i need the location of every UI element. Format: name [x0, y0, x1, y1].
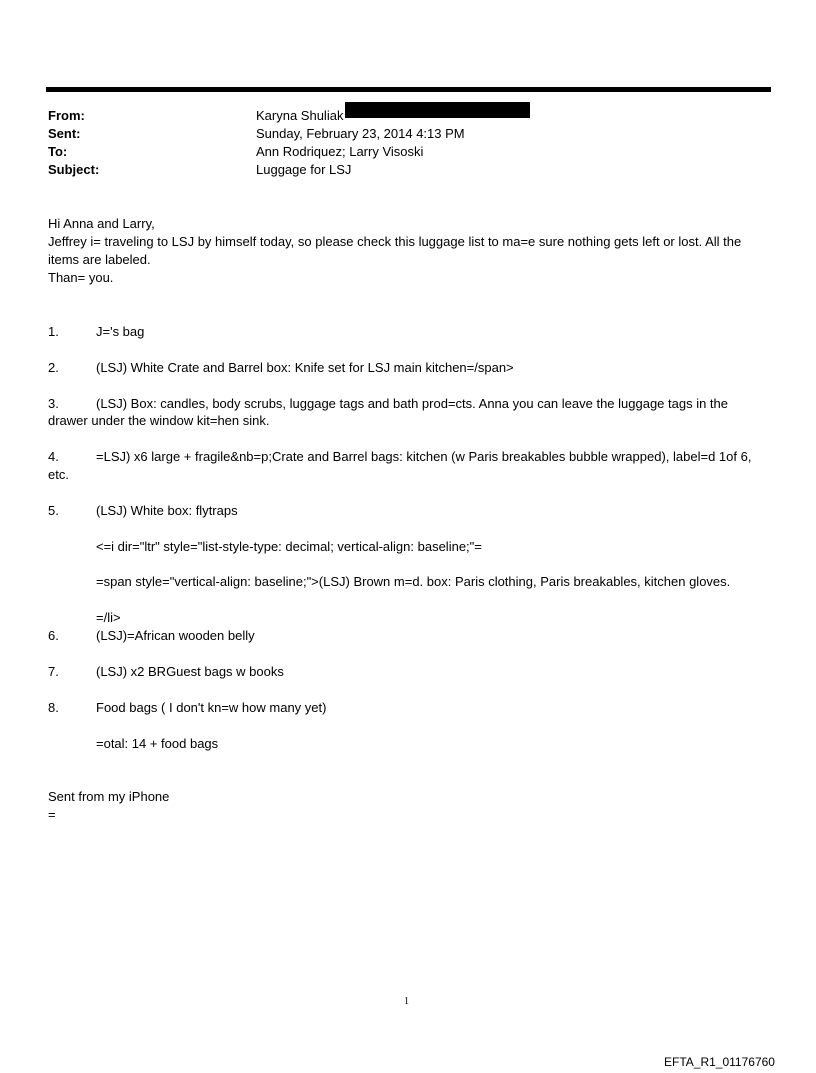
list-item-markup: =span style="vertical-align: baseline;">(LSJ) Brown m=d. box: Paris clothing, Paris breakables, kitchen gloves. [96, 574, 731, 589]
body-line-2: items are labeled. [48, 252, 151, 267]
to-label: To: [48, 144, 68, 159]
list-item: Food bags ( I don't kn=w how many yet) [96, 700, 327, 715]
signature: Sent from my iPhone [48, 789, 170, 804]
list-item: =LSJ) x6 large + fragile&nb=p;Crate and Barrel bags: kitchen (w Paris breakables bubble wrapped), label=d 1of 6, [96, 449, 752, 464]
item-number: 4. [48, 449, 59, 464]
from-label: From: [48, 108, 85, 123]
list-item-continuation: drawer under the window kit=hen sink. [48, 413, 270, 428]
list-item: (LSJ)=African wooden belly [96, 628, 255, 643]
list-item-markup: =/li> [96, 610, 121, 625]
item-number: 5. [48, 503, 59, 518]
item-number: 6. [48, 628, 59, 643]
redaction-bar [345, 102, 530, 118]
list-item: J='s bag [96, 324, 145, 339]
to-value: Ann Rodriquez; Larry Visoski [256, 144, 424, 159]
body-line-1: Jeffrey i= traveling to LSJ by himself today, so please check this luggage list to ma=e sure nothing gets left or lost. All the [48, 234, 742, 249]
subject-label: Subject: [48, 162, 100, 177]
item-number: 8. [48, 700, 59, 715]
list-item-markup: <=i dir="ltr" style="list-style-type: decimal; vertical-align: baseline;"= [96, 539, 482, 554]
item-number: 2. [48, 360, 59, 375]
list-item: (LSJ) White box: flytraps [96, 503, 238, 518]
thanks-line: Than= you. [48, 270, 114, 285]
list-item: (LSJ) x2 BRGuest bags w books [96, 664, 284, 679]
greeting: Hi Anna and Larry, [48, 216, 155, 231]
trailing-char: = [48, 807, 56, 822]
subject-value: Luggage for LSJ [256, 162, 352, 177]
header-rule [46, 87, 771, 92]
list-item-continuation: etc. [48, 467, 69, 482]
item-number: 3. [48, 396, 59, 411]
bates-number: EFTA_R1_01176760 [664, 1055, 775, 1069]
list-item: (LSJ) Box: candles, body scrubs, luggage tags and bath prod=cts. Anna you can leave the luggage tags in the [96, 396, 729, 411]
item-number: 7. [48, 664, 59, 679]
list-item: (LSJ) White Crate and Barrel box: Knife set for LSJ main kitchen=/span> [96, 360, 514, 375]
sent-value: Sunday, February 23, 2014 4:13 PM [256, 126, 465, 141]
sent-label: Sent: [48, 126, 81, 141]
from-value: Karyna Shuliak [256, 108, 344, 123]
item-number: 1. [48, 324, 59, 339]
list-total: =otal: 14 + food bags [96, 736, 219, 751]
page-number: 1 [404, 996, 409, 1007]
